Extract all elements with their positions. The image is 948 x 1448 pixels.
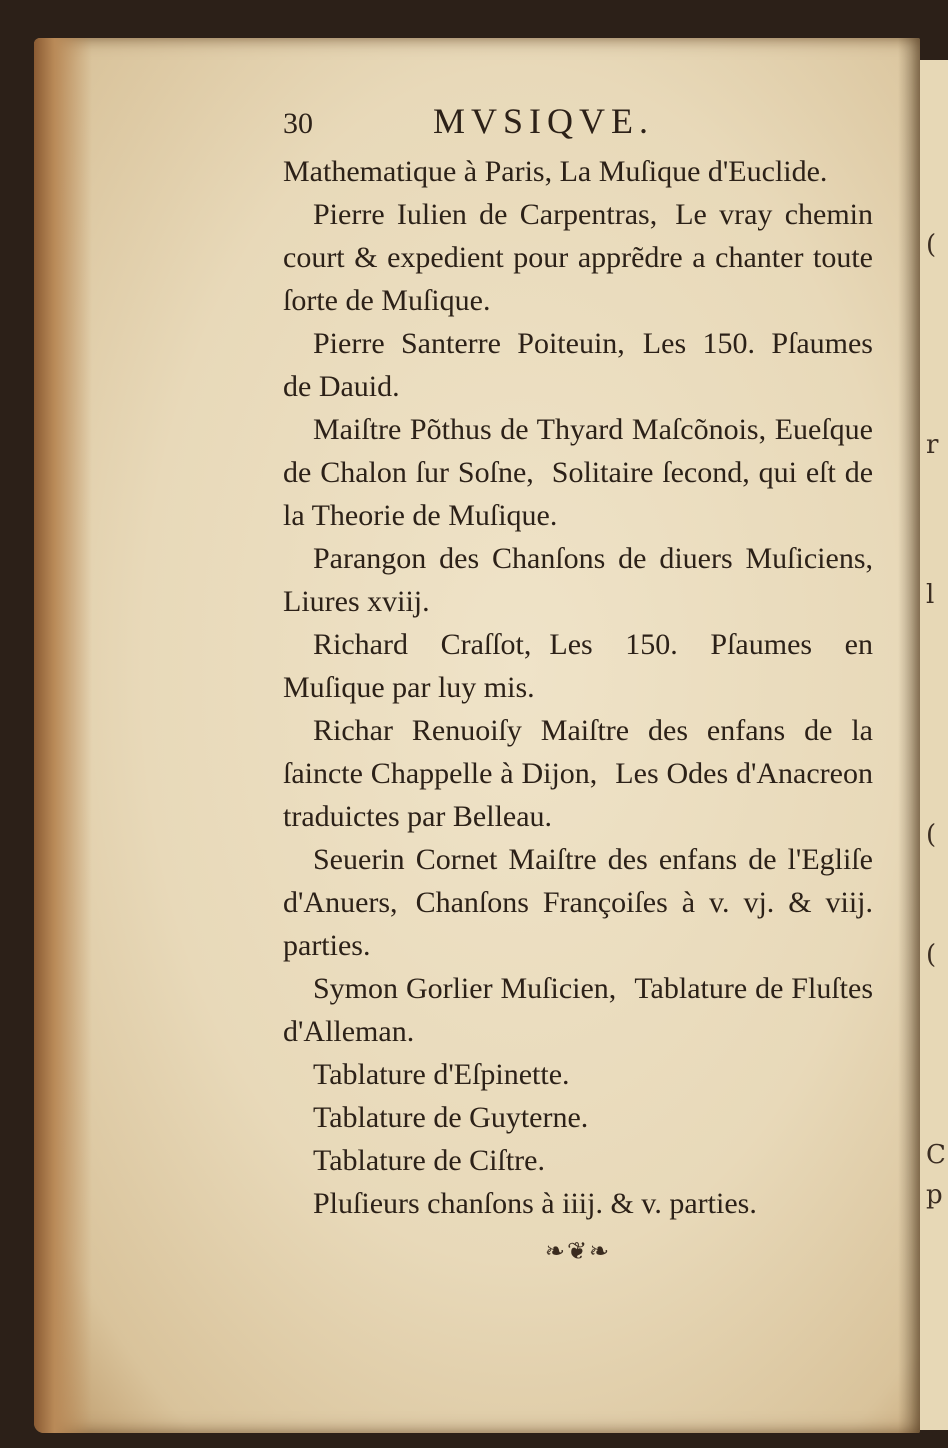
bibliography-entry — [283, 967, 873, 1053]
facing-page — [920, 60, 948, 1430]
entry-author: Richar Renuoiſy Maiſtre des enfans de la ſaincte Chappelle à Dijon, — [283, 714, 873, 790]
bibliography-entry — [283, 408, 873, 537]
entry-work: Tablature d'Eſpinette. — [313, 1058, 570, 1091]
facing-fragment: C — [926, 1140, 946, 1170]
page-header — [283, 100, 873, 150]
running-title: MVSIQVE. — [433, 101, 655, 141]
entry-work: Parangon des Chanſons de diuers Muſiciens, Liures xviij. — [283, 542, 873, 618]
bibliography-entry — [283, 1139, 873, 1182]
bibliography-entry — [283, 537, 873, 623]
page-text — [283, 100, 873, 1274]
entry-work: Tablature de Guyterne. — [313, 1101, 589, 1134]
bibliography-entry — [283, 322, 873, 408]
facing-fragment: ( — [926, 230, 937, 260]
entry-author: Maiſtre Põthus de Thyard Maſcõnois, Eueſque de Chalon ſur Soſne, — [283, 413, 873, 489]
entry-work: Tablature de Fluſtes d'Alleman. — [283, 972, 873, 1048]
facing-fragment: l — [926, 580, 935, 610]
entry-author: Richard Craſſot, — [313, 628, 532, 661]
entry-work: Les Odes d'Anacreon traduictes par Belleau. — [283, 757, 873, 833]
entry-author: Pierre Santerre Poiteuin, — [313, 327, 625, 360]
bibliography-entry — [283, 623, 873, 709]
entry-author: Pierre Iulien de Carpentras, — [313, 198, 658, 231]
bibliography-entry — [283, 1182, 873, 1225]
entry-work: Les 150. Pſaumes en Muſique par luy mis. — [283, 628, 873, 704]
entry-work: Pluſieurs chanſons à iiij. & v. parties. — [313, 1187, 757, 1220]
page-number: 30 — [283, 107, 313, 140]
entry-work: Chanſons Françoiſes à v. vj. & viij. parties. — [283, 886, 873, 962]
entry-work: Le vray chemin court & expedient pour apprẽdre a chanter toute ſorte de Muſique. — [283, 198, 874, 317]
bibliography-entry — [283, 838, 873, 967]
entry-author: Symon Gorlier Muſicien, — [313, 972, 617, 1005]
continuation-line: Mathematique à Paris, La Muſique d'Euclide. — [283, 155, 828, 188]
bibliography-entry — [283, 193, 873, 322]
facing-fragment: r — [926, 430, 939, 460]
page-edge-shadow — [34, 38, 92, 1433]
printer-ornament: ❧❦❧ — [544, 1239, 612, 1265]
bibliography-entry — [283, 1096, 873, 1139]
bibliography-entry — [283, 1053, 873, 1096]
facing-fragment: ( — [926, 820, 937, 850]
entry-work: Tablature de Ciſtre. — [313, 1144, 545, 1177]
facing-fragment: ( — [926, 940, 937, 970]
bibliography-entry — [283, 709, 873, 838]
page-gutter — [898, 38, 920, 1433]
entry-author: Seuerin Cornet Maiſtre des enfans de l'Egliſe d'Anuers, — [283, 843, 873, 919]
entry-work: Les 150. Pſaumes de Dauid. — [283, 327, 873, 403]
entry-work: Solitaire ſecond, qui eſt de la Theorie de Muſique. — [283, 456, 874, 532]
facing-fragment: p — [926, 1180, 943, 1210]
